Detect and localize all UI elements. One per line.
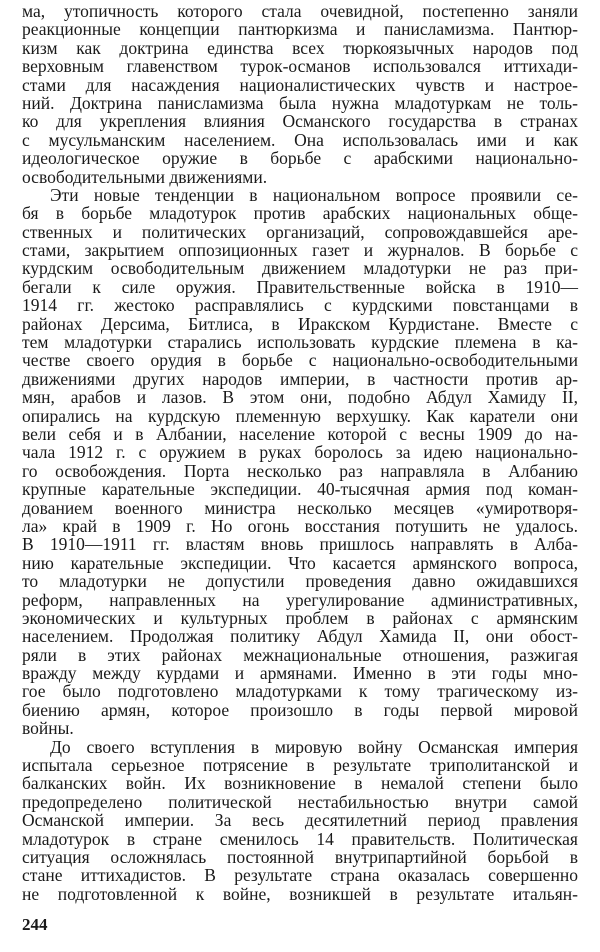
text-line: не подготовленной к войне, возникшей в результате итальян- (22, 883, 578, 904)
text-line: ко для укрепления влияния Османского государства в странах (22, 111, 578, 132)
text-line: стами, закрытием оппозиционных газет и журналов. В борьбе с (22, 240, 578, 261)
text-line: то младотурки не допустили проведения давно ожидавшихся (22, 571, 578, 592)
text-line: населением. Продолжая политику Абдул Хамида II, они обост- (22, 626, 578, 647)
text-line: вражду между курдами и армянами. Именно в эти годы мно- (22, 663, 578, 684)
text-line: районах Дерсима, Битлиса, в Иракском Курдистане. Вместе с (22, 313, 578, 334)
paragraph (22, 186, 578, 738)
text-line: стане иттихадистов. В результате страна оказалась совершенно (22, 865, 578, 886)
text-line: реформ, направленных на урегулирование административных, (22, 589, 578, 610)
text-line: кизм как доктрина единства всех тюркоязычных народов под (22, 37, 578, 58)
text-line: войны. (22, 718, 74, 739)
text-line: ний. Доктрина панисламизма была нужна младотуркам не толь- (22, 92, 578, 113)
text-line: бегали к силе оружия. Правительственные войска в 1910— (22, 276, 578, 297)
text-line: крупные карательные экспедиции. 40-тысячная армия под коман- (22, 479, 578, 500)
text-line: 1914 гг. жестоко расправлялись с курдскими повстанцами в (22, 295, 578, 316)
text-line: мян, арабов и лазов. В этом они, подобно Абдул Хамиду II, (22, 387, 578, 408)
text-line: вели себя и в Албании, население которой с весны 1909 до на- (22, 423, 578, 444)
text-line: биению армян, которое произошло в годы первой мировой (22, 699, 578, 720)
paragraph (22, 738, 578, 904)
text-line: Эти новые тенденции в национальном вопросе проявили се- (50, 184, 578, 205)
text-line: тем младотурки старались использовать курдские племена в ка- (22, 332, 578, 353)
text-line: дованием военного министра несколько месяцев «умиротворя- (22, 497, 578, 518)
text-line: с мусульманским населением. Она использовалась ими и как (22, 129, 578, 150)
text-line: ственных и политических организаций, сопровождавшейся аре- (22, 221, 578, 242)
text-line: Османской империи. За весь десятилетний период правления (22, 810, 578, 831)
text-line: В 1910—1911 гг. властям вновь пришлось направлять в Алба- (22, 534, 578, 555)
text-line: верховным главенством турок-османов использовался иттихади- (22, 56, 578, 77)
text-line: нию карательные экспедиции. Что касается армянского вопроса, (22, 552, 578, 573)
text-line: движениями других народов империи, в частности против ар- (22, 368, 578, 389)
text-line: гое было подготовлено младотурками к тому трагическому из- (22, 681, 578, 702)
text-line: До своего вступления в мировую войну Османская империя (50, 736, 578, 757)
text-line: бя в борьбе младотурок против арабских национальных обще- (22, 203, 578, 224)
text-line: стами для насаждения националистических чувств и настрое- (22, 74, 578, 95)
text-line: ма, утопичность которого стала очевидной, постепенно заняли (22, 1, 578, 21)
text-line: чала 1912 г. с оружием в руках боролось за идею национально- (22, 442, 578, 463)
text-line: ряли в этих районах межнациональные отношения, разжигая (22, 644, 578, 665)
text-line: испытала серьезное потрясение в результате триполитанской и (22, 755, 578, 776)
text-line: предопределено политической нестабильностью внутри самой (22, 791, 578, 812)
text-line: балканских войн. Их возникновение в немалой степени было (22, 773, 578, 794)
text-line: реакционные концепции пантюркизма и панисламизма. Пантюр- (22, 19, 578, 40)
text-line: честве своего орудия в борьбе с национально-освободительными (22, 350, 578, 371)
text-line: ла» край в 1909 г. Но огонь восстания потушить не удалось. (22, 515, 578, 536)
book-page-text (22, 2, 578, 903)
text-line: опирались на курдскую племенную верхушку. Как каратели они (22, 405, 578, 426)
page-number: 244 (22, 915, 48, 934)
text-line: идеологическое оружие в борьбе с арабскими национально- (22, 148, 578, 169)
paragraph (22, 2, 578, 186)
text-line: экономических и культурных проблем в районах с армянским (22, 607, 578, 628)
text-line: освободительными движениями. (22, 166, 268, 187)
text-line: го освобождения. Порта несколько раз направляла в Албанию (22, 460, 578, 481)
text-line: младотурок в стране сменилось 14 правительств. Политическая (22, 828, 578, 849)
text-line: ситуация осложнялась постоянной внутрипартийной борьбой в (22, 846, 578, 867)
text-line: курдским освободительным движением младотурки не раз при- (22, 258, 578, 279)
